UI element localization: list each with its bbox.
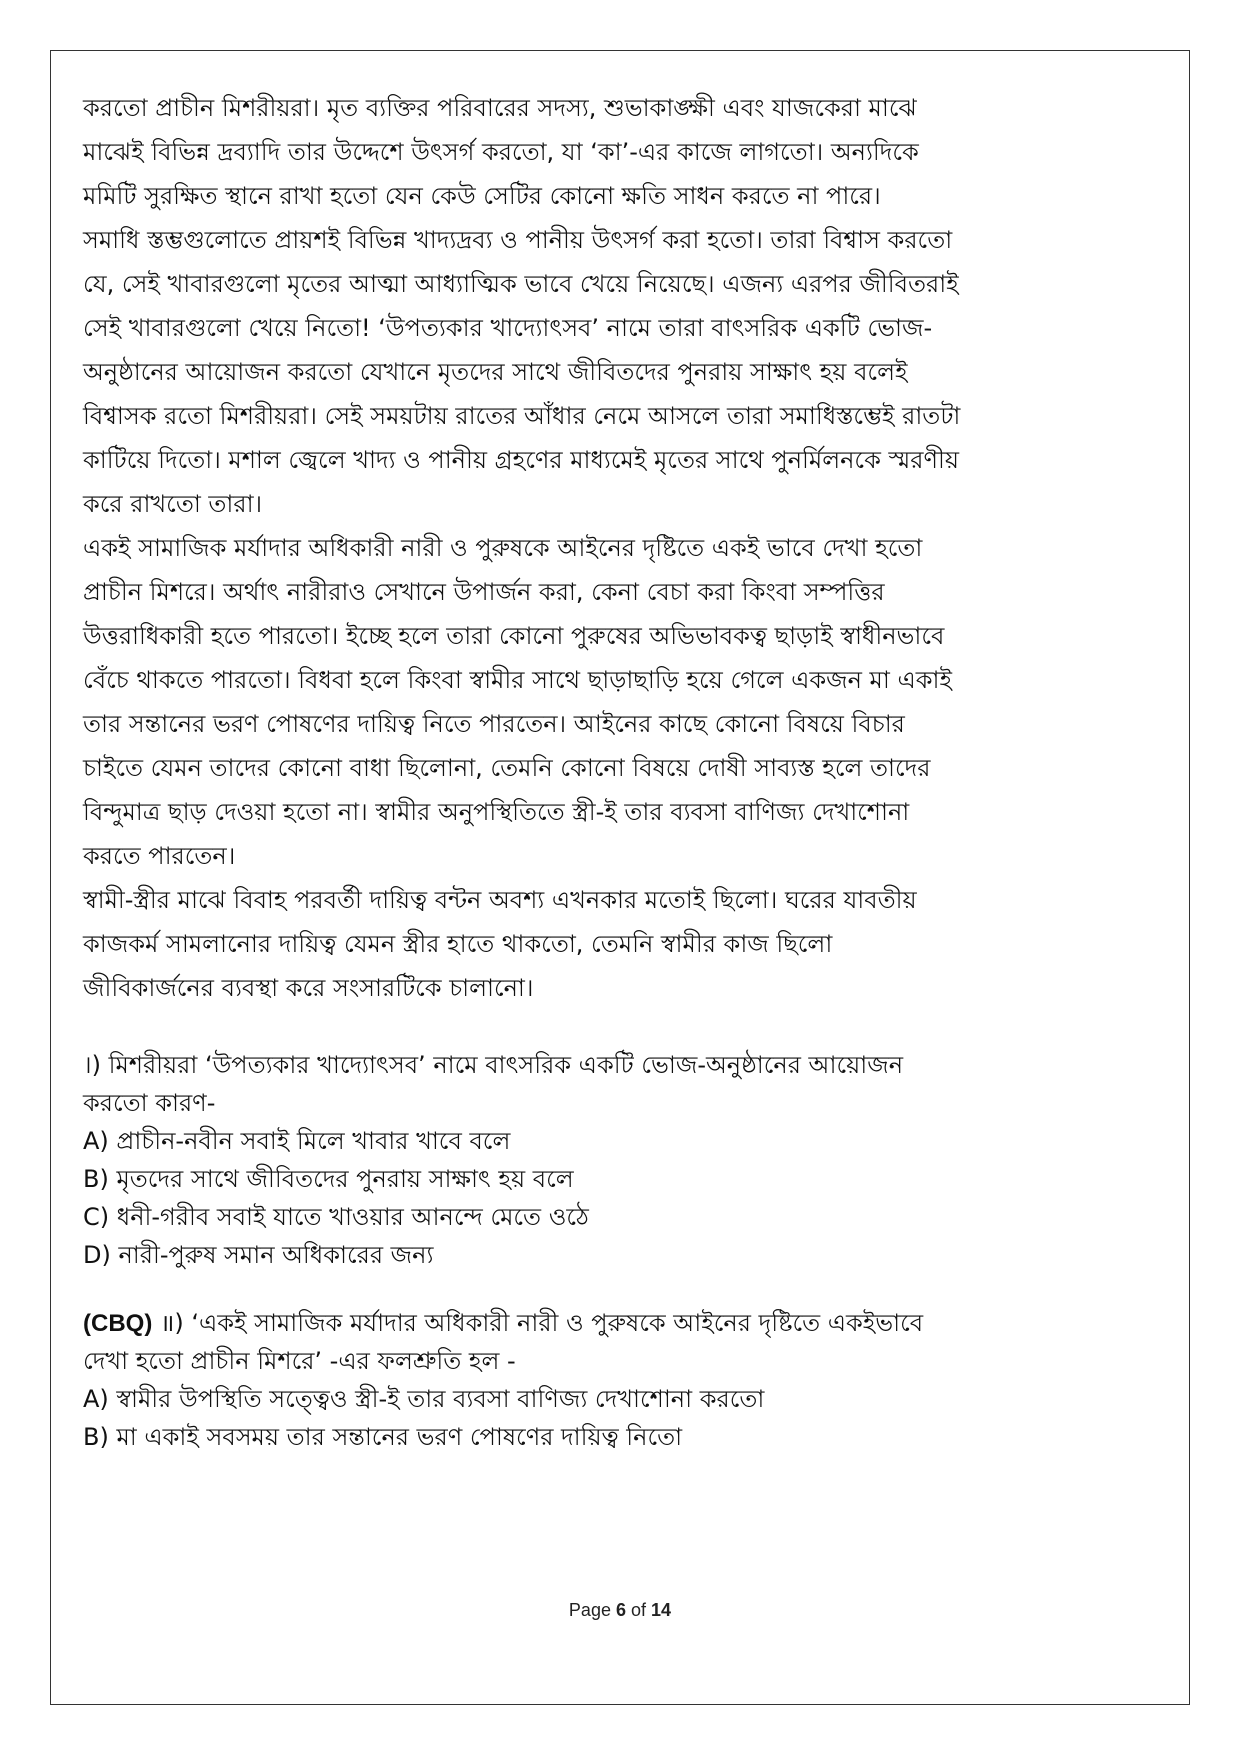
page-content: [83, 86, 1163, 1456]
text-line: করতে পারতেন।: [83, 842, 236, 870]
text-line: তার সন্তানের ভরণ পোষণের দায়িত্ব নিতে পারতেন। আইনের কাছে কোনো বিষয়ে বিচার: [83, 710, 905, 738]
text-line: সমাধি স্তম্ভগুলোতে প্রায়শই বিভিন্ন খাদ্যদ্রব্য ও পানীয় উৎসর্গ করা হতো। তারা বিশ্বাস করতো: [83, 226, 953, 254]
passage-paragraph-2: [83, 526, 1163, 878]
text-line: চাইতে যেমন তাদের কোনো বাধা ছিলোনা, তেমনি কোনো বিষয়ে দোষী সাব্যস্ত হলে তাদের: [83, 754, 931, 782]
question-stem: ।) মিশরীয়রা ‘উপত্যকার খাদ্যোৎসব’ নামে বাৎসরিক একটি ভোজ-অনুষ্ঠানের আয়োজন: [83, 1051, 904, 1079]
of-word: of: [631, 1600, 647, 1620]
option-a: A) স্বামীর উপস্থিতি সত্ত্বেও স্ত্রী-ই তার ব্যবসা বাণিজ্য দেখাশোনা করতো: [83, 1385, 765, 1413]
text-line: বিন্দুমাত্র ছাড় দেওয়া হতো না। স্বামীর অনুপস্থিতিতে স্ত্রী-ই তার ব্যবসা বাণিজ্য দেখাশোনা: [83, 798, 910, 826]
text-line: অনুষ্ঠানের আয়োজন করতো যেখানে মৃতদের সাথে জীবিতদের পুনরায় সাক্ষাৎ হয় বলেই: [83, 358, 908, 386]
text-line: সেই খাবারগুলো খেয়ে নিতো! ‘উপত্যকার খাদ্যোৎসব’ নামে তারা বাৎসরিক একটি ভোজ-: [83, 314, 933, 342]
option-b: B) মৃতদের সাথে জীবিতদের পুনরায় সাক্ষাৎ হয় বলে: [83, 1165, 574, 1193]
text-line: বেঁচে থাকতে পারতো। বিধবা হলে কিংবা স্বামীর সাথে ছাড়াছাড়ি হয়ে গেলে একজন মা একাই: [83, 666, 952, 694]
text-line: যে, সেই খাবারগুলো মৃতের আত্মা আধ্যাত্মিক ভাবে খেয়ে নিয়েছে। এজন্য এরপর জীবিতরাই: [83, 270, 959, 298]
text-line: কাজকর্ম সামলানোর দায়িত্ব যেমন স্ত্রীর হাতে থাকতো, তেমনি স্বামীর কাজ ছিলো: [83, 930, 833, 958]
text-line: জীবিকার্জনের ব্যবস্থা করে সংসারটিকে চালানো।: [83, 974, 534, 1002]
text-line: করে রাখতো তারা।: [83, 490, 263, 518]
passage-paragraph-3: [83, 878, 1163, 1010]
question-2: [83, 1304, 1163, 1456]
question-stem: করতো কারণ-: [83, 1089, 216, 1117]
text-line: মাঝেই বিভিন্ন দ্রব্যাদি তার উদ্দেশে উৎসর্গ করতো, যা ‘কা’-এর কাজে লাগতো। অন্যদিকে: [83, 138, 919, 166]
question-1: [83, 1046, 1163, 1274]
cbq-tag: (CBQ): [83, 1310, 153, 1337]
text-line: বিশ্বাসক রতো মিশরীয়রা। সেই সময়টায় রাতের আঁধার নেমে আসলে তারা সমাধিস্তম্ভেই রাতটা: [83, 402, 961, 430]
page-current: 6: [615, 1600, 626, 1620]
page-word: Page: [568, 1600, 611, 1620]
text-line: প্রাচীন মিশরে। অর্থাৎ নারীরাও সেখানে উপার্জন করা, কেনা বেচা করা কিংবা সম্পত্তির: [83, 578, 885, 606]
option-a: A) প্রাচীন-নবীন সবাই মিলে খাবার খাবে বলে: [83, 1127, 511, 1155]
question-stem-text: ॥) ‘একই সামাজিক মর্যাদার অধিকারী নারী ও পুরুষকে আইনের দৃষ্টিতে একইভাবে: [152, 1309, 924, 1337]
text-line: উত্তরাধিকারী হতে পারতো। ইচ্ছে হলে তারা কোনো পুরুষের অভিভাবকত্ব ছাড়াই স্বাধীনভাবে: [83, 622, 945, 650]
question-stem: [83, 1304, 1163, 1342]
option-b: B) মা একাই সবসময় তার সন্তানের ভরণ পোষণের দায়িত্ব নিতো: [83, 1423, 683, 1451]
page-total: 14: [651, 1600, 672, 1620]
spacer: [83, 1274, 1163, 1304]
text-line: একই সামাজিক মর্যাদার অধিকারী নারী ও পুরুষকে আইনের দৃষ্টিতে একই ভাবে দেখা হতো: [83, 534, 923, 562]
page-number: [0, 1600, 1240, 1621]
passage-paragraph-1: [83, 86, 1163, 526]
option-c: C) ধনী-গরীব সবাই যাতে খাওয়ার আনন্দে মেতে ওঠে: [83, 1203, 589, 1231]
text-line: স্বামী-স্ত্রীর মাঝে বিবাহ পরবর্তী দায়িত্ব বন্টন অবশ্য এখনকার মতোই ছিলো। ঘরের যাবতীয়: [83, 886, 917, 914]
text-line: মমিটি সুরক্ষিত স্থানে রাখা হতো যেন কেউ সেটির কোনো ক্ষতি সাধন করতে না পারে।: [83, 182, 881, 210]
spacer: [83, 1010, 1163, 1046]
option-d: D) নারী-পুরুষ সমান অধিকারের জন্য: [83, 1241, 434, 1269]
question-stem: দেখা হতো প্রাচীন মিশরে’ -এর ফলশ্রুতি হল -: [83, 1347, 516, 1375]
text-line: করতো প্রাচীন মিশরীয়রা। মৃত ব্যক্তির পরিবারের সদস্য, শুভাকাঙ্ক্ষী এবং যাজকেরা মাঝে: [83, 94, 917, 122]
text-line: কাটিয়ে দিতো। মশাল জ্বেলে খাদ্য ও পানীয় গ্রহণের মাধ্যমেই মৃতের সাথে পুনর্মিলনকে স্মরণীয়: [83, 446, 959, 474]
